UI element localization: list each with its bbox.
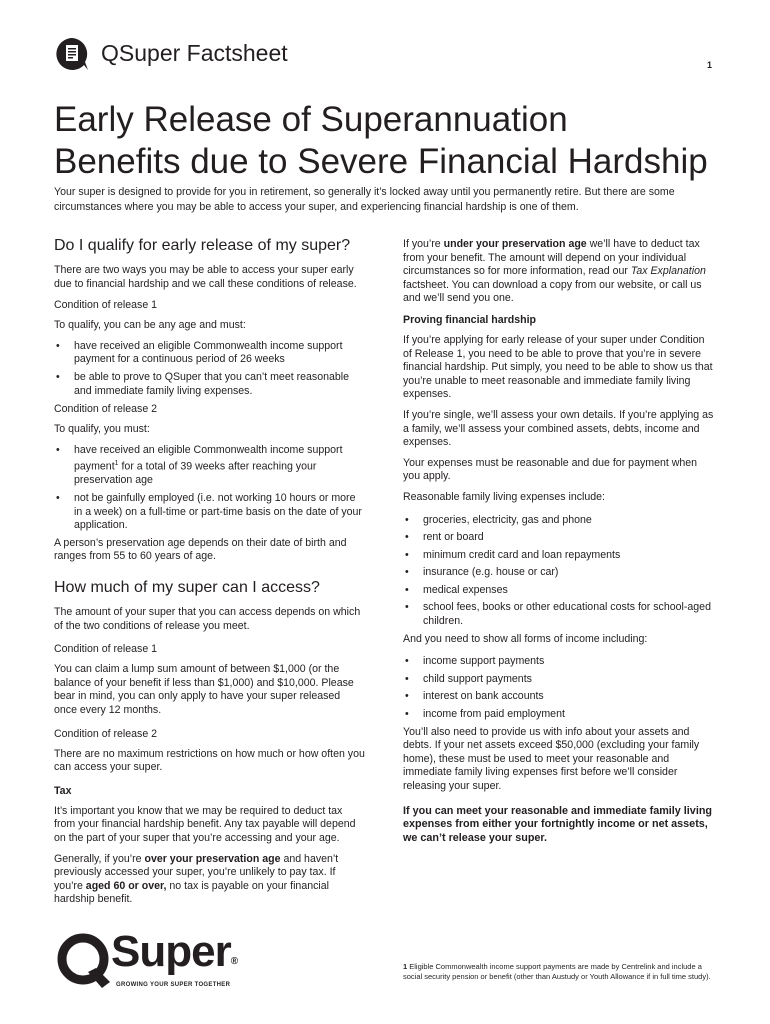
page-title (54, 99, 754, 183)
text-bold: under your preservation age (443, 238, 587, 250)
list-item-text: school fees, books or other educational costs for school-aged children. (423, 601, 711, 628)
text-span: If you’re (403, 238, 444, 250)
assets-text: You’ll also need to provide us with info about your assets and debts. If your net assets exceed $50,000 (excluding your family home), these must be used to meet your reasonable and immediate family living expenses first before we’ll consider releasing your super. (403, 725, 700, 792)
list-item (403, 531, 715, 545)
tax-heading: Tax (54, 784, 72, 797)
registered-mark: ® (230, 956, 238, 967)
list-item (403, 708, 715, 722)
bullet-icon: • (405, 583, 409, 596)
bullet-icon: • (56, 370, 60, 383)
intro-paragraph: Your super is designed to provide for you in retirement, so generally it’s locked away until you permanently retire. But there are some circumstances where you may be able to access your super, and experiencing financial hardship is one of them. (54, 186, 675, 213)
bullet-icon: • (405, 708, 409, 721)
footnote-ref: 1 (114, 460, 119, 468)
bullet-icon: • (405, 548, 409, 561)
list-item-text: have received an eligible Commonwealth income support payment (74, 443, 343, 473)
bullet-icon: • (405, 531, 409, 544)
page-title-line1: Early Release of Superannuation (54, 100, 568, 139)
income-intro: And you need to show all forms of income including: (403, 632, 648, 645)
page-number: 1 (707, 60, 713, 70)
expenses-intro: Reasonable family living expenses include: (403, 490, 605, 503)
footnote-number: 1 (403, 962, 408, 971)
list-item-text: have received an eligible Commonwealth income support payment for a continuous period of 26 weeks (74, 339, 343, 366)
text-bold: aged 60 or over, (85, 879, 167, 892)
paragraph-amount: The amount of your super that you can access depends on which of the two conditions of release you meet. (54, 606, 361, 632)
proving-text: If you’re applying for early release of your super under Condition of Release 1, you need to be able to prove that you’re in severe financial hardship. Put simply, you need to be able to show us that you’re unable to meet reasonable and immediate family living expenses. (403, 333, 713, 401)
bullet-icon: • (405, 513, 409, 526)
header-title: QSuper Factsheet (101, 40, 288, 66)
list-item (403, 601, 715, 628)
bullet-icon: • (405, 672, 409, 685)
logo-text: Super (111, 927, 231, 976)
amount-cond2-heading: Condition of release 2 (54, 727, 158, 740)
list-item (403, 655, 715, 669)
list-item-text: for a total of 39 weeks after reaching your preservation age (74, 460, 317, 487)
cond1-list (54, 340, 366, 398)
bullet-icon: • (405, 690, 409, 703)
footnote-text: Eligible Commonwealth income support payments are made by Centrelink and include a social security pension or benefit (other than Austudy or Youth Allowance if in full time study). (403, 962, 711, 981)
cond1-intro: To qualify, you can be any age and must: (54, 319, 246, 332)
list-item (403, 566, 715, 580)
bullet-icon: • (56, 339, 60, 352)
text-span: and haven’t previously accessed your super, you’re unlikely to pay tax. If you’re (54, 852, 339, 892)
list-item (403, 690, 715, 704)
cond2-list (54, 444, 366, 533)
proving-heading: Proving financial hardship (403, 313, 537, 326)
amount-cond1-heading: Condition of release 1 (54, 643, 158, 656)
text-bold: over your preservation age (144, 852, 281, 865)
amount-cond1-text: You can claim a lump sum amount of between $1,000 (or the balance of your benefit if less than $1,000) and $10,000. Please bear in mind, you can only apply to have your super released once every 12 months. (54, 663, 354, 716)
list-item-text: income from paid employment (423, 708, 565, 721)
right-column (403, 238, 715, 852)
q-mark-icon (54, 932, 116, 990)
heading-how-much: How much of my super can I access? (54, 579, 320, 597)
list-item-text: income support payments (423, 655, 545, 668)
list-item-text: medical expenses (423, 583, 508, 596)
text-span: Generally, if you’re (54, 852, 145, 865)
list-item-text: interest on bank accounts (423, 690, 544, 703)
list-item (403, 549, 715, 563)
list-item-text: child support payments (423, 672, 532, 685)
list-item (403, 673, 715, 687)
under-preservation-text (403, 238, 715, 306)
bullet-icon: • (56, 443, 60, 456)
cond2-intro: To qualify, you must: (54, 423, 150, 436)
heading-qualify: Do I qualify for early release of my super? (54, 237, 351, 254)
amount-cond2-text: There are no maximum restrictions on how much or how often you can access your super. (54, 747, 365, 774)
paragraph-two-ways: There are two ways you may be able to access your super early due to financial hardship and we call these conditions of release. (54, 264, 357, 290)
bold-statement: If you can meet your reasonable and immediate family living expenses from either your fortnightly income or net assets, we can’t release your super. (403, 804, 713, 844)
expenses-list (403, 514, 715, 629)
list-item-text: not be gainfully employed (i.e. not working 10 hours or more in a week) on a full-time or part-time basis on the date of your application. (74, 492, 362, 532)
cond1-heading: Condition of release 1 (54, 299, 158, 312)
list-item (403, 514, 715, 528)
text-span: we’ll have to deduct tax from your benefit. The amount will depend on your individual circumstances so for more information, read our (403, 238, 700, 278)
income-list (403, 655, 715, 721)
text-italic: Tax Explanation (630, 265, 706, 278)
paragraph-preservation: A person’s preservation age depends on their date of birth and ranges from 55 to 60 years of age. (54, 536, 347, 563)
list-item-text: insurance (e.g. house or car) (423, 566, 559, 579)
list-item-text: minimum credit card and loan repayments (423, 548, 621, 561)
bullet-icon: • (56, 492, 60, 505)
page-title-line2: Benefits due to Severe Financial Hardship (54, 142, 708, 181)
list-item (54, 371, 366, 398)
text-span: factsheet. You can download a copy from our website, or call us and we’ll send you one. (403, 278, 702, 305)
logo-wordmark (111, 926, 237, 978)
bullet-icon: • (405, 655, 409, 668)
qsuper-logo (54, 927, 254, 992)
single-text: If you’re single, we’ll assess your own details. If you’re applying as a family, we’ll assess your combined assets, debts, income and expenses. (403, 408, 714, 449)
footnote (403, 962, 721, 981)
factsheet-speech-icon (54, 36, 90, 72)
cond2-heading: Condition of release 2 (54, 403, 158, 416)
list-item-text: rent or board (423, 531, 484, 544)
reasonable-text: Your expenses must be reasonable and due for payment when you apply. (403, 456, 698, 483)
list-item-text: be able to prove to QSuper that you can’t meet reasonable and immediate family living expenses. (74, 370, 350, 397)
logo-tagline: GROWING YOUR SUPER TOGETHER (116, 982, 231, 988)
list-item (54, 444, 366, 488)
text-span: no tax is payable on your financial hardship benefit. (54, 879, 330, 906)
bullet-icon: • (405, 601, 409, 614)
list-item (54, 492, 366, 533)
tax-text: It’s important you know that we may be required to deduct tax from your financial hardship benefit. Any tax payable will depend on the part of your super that you’re accessing and your age. (54, 804, 356, 844)
tax-text-2 (54, 853, 366, 907)
left-column (54, 236, 366, 914)
bullet-icon: • (405, 566, 409, 579)
list-item (54, 340, 366, 367)
list-item-text: groceries, electricity, gas and phone (423, 513, 592, 526)
list-item (403, 584, 715, 598)
